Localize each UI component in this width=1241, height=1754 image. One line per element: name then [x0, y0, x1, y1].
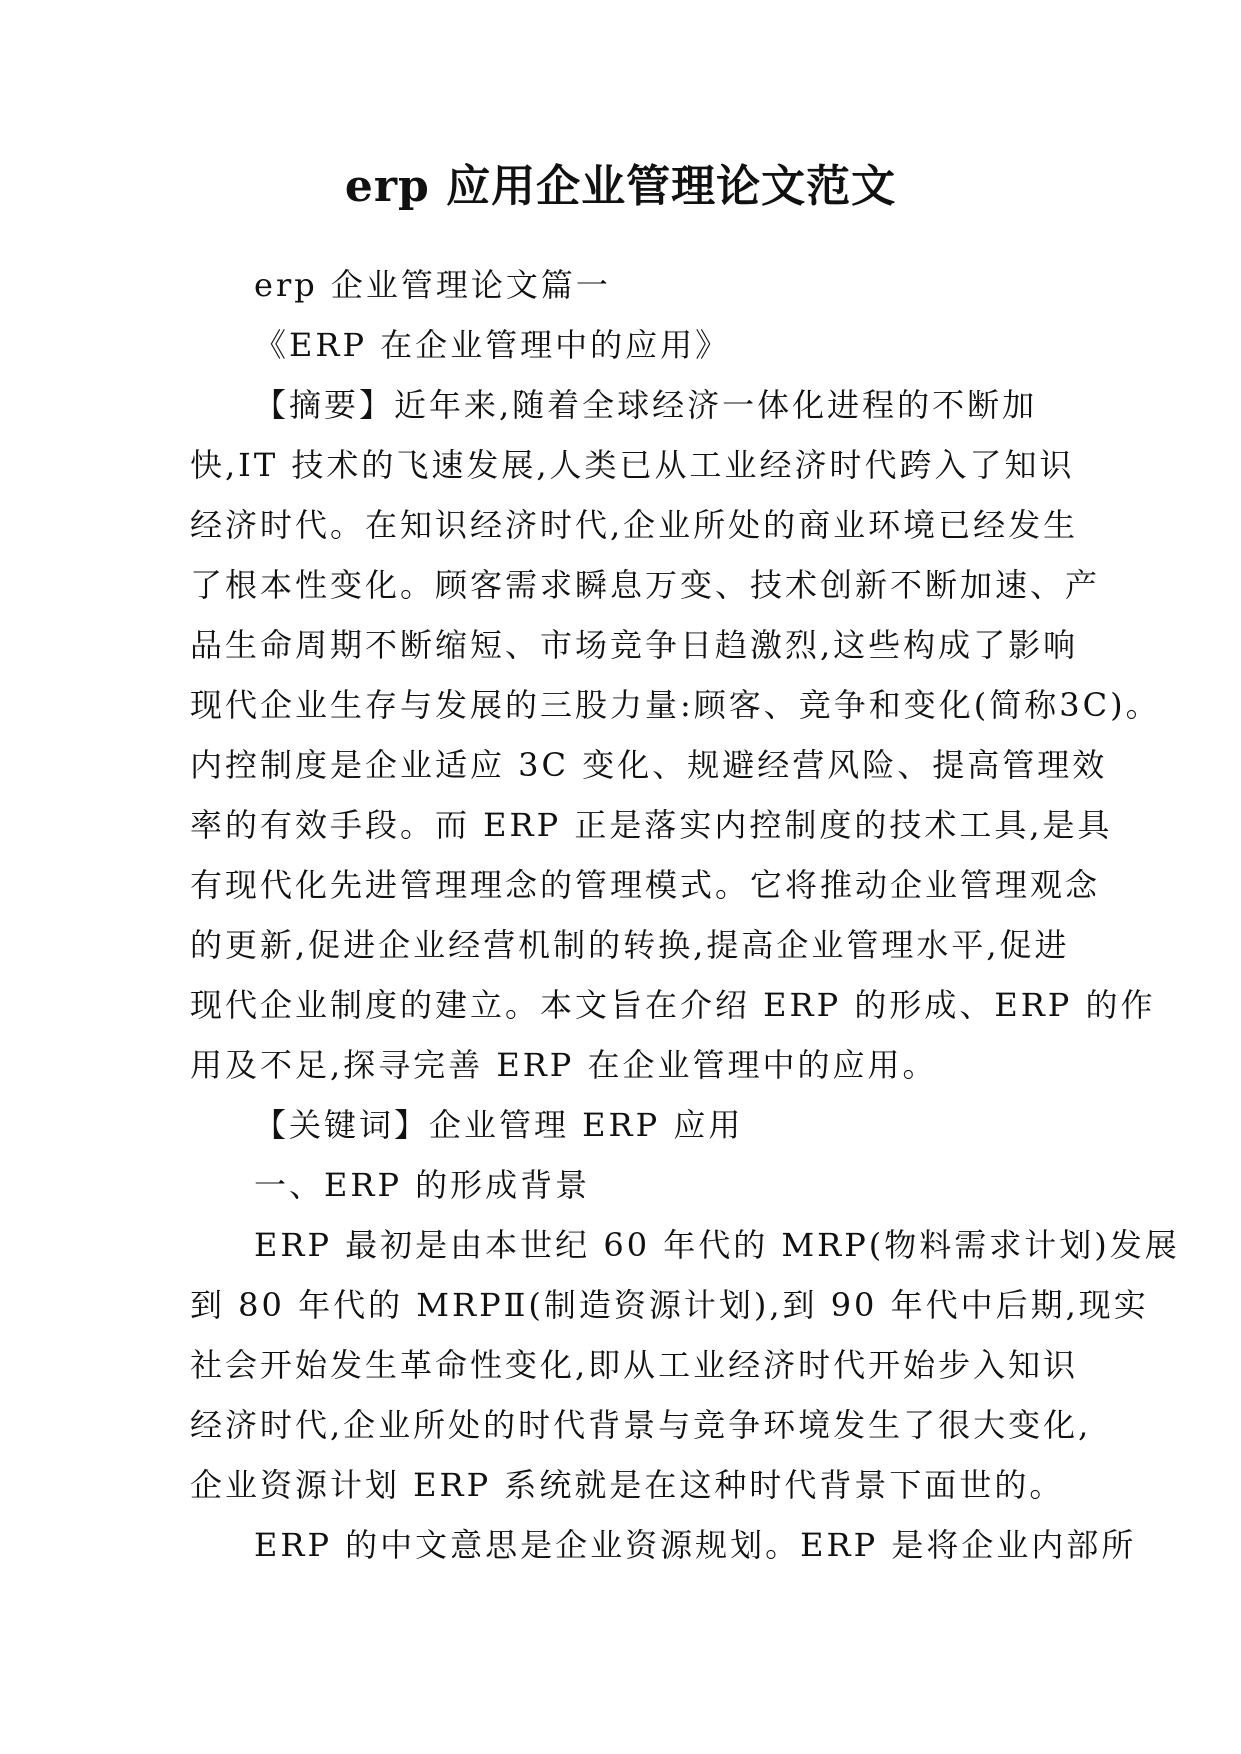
text-line: 一、ERP 的形成背景	[254, 1166, 591, 1204]
text-line: 经济时代,企业所处的时代背景与竞争环境发生了很大变化,	[190, 1406, 1092, 1444]
text-line: ERP 最初是由本世纪 60 年代的 MRP(物料需求计划)发展	[254, 1226, 1180, 1264]
text-line: 品生命周期不断缩短、市场竞争日趋激烈,这些构成了影响	[190, 626, 1079, 664]
text-line: 现代企业制度的建立。本文旨在介绍 ERP 的形成、ERP 的作	[190, 986, 1156, 1024]
text-line: 有现代化先进管理理念的管理模式。它将推动企业管理观念	[190, 866, 1101, 904]
text-line: 内控制度是企业适应 3C 变化、规避经营风险、提高管理效	[190, 746, 1108, 784]
text-line: 【关键词】企业管理 ERP 应用	[254, 1106, 744, 1144]
text-line: 到 80 年代的 MRPⅡ(制造资源计划),到 90 年代中后期,现实	[190, 1286, 1149, 1324]
text-line: 了根本性变化。顾客需求瞬息万变、技术创新不断加速、产	[190, 566, 1101, 604]
text-line: 企业资源计划 ERP 系统就是在这种时代背景下面世的。	[190, 1466, 1065, 1504]
text-line: erp 企业管理论文篇一	[254, 266, 611, 304]
document-title: erp 应用企业管理论文范文	[344, 161, 897, 212]
text-line: 快,IT 技术的飞速发展,人类已从工业经济时代跨入了知识	[190, 446, 1075, 484]
text-line: 《ERP 在企业管理中的应用》	[254, 326, 731, 364]
text-line: 的更新,促进企业经营机制的转换,提高企业管理水平,促进	[190, 926, 1070, 964]
text-line: 用及不足,探寻完善 ERP 在企业管理中的应用。	[190, 1046, 938, 1084]
text-line: ERP 的中文意思是企业资源规划。ERP 是将企业内部所	[254, 1526, 1137, 1564]
text-line: 社会开始发生革命性变化,即从工业经济时代开始步入知识	[190, 1346, 1079, 1384]
document-body	[190, 255, 1180, 1575]
text-line: 经济时代。在知识经济时代,企业所处的商业环境已经发生	[190, 506, 1079, 544]
text-line: 现代企业生存与发展的三股力量:顾客、竞争和变化(简称3C)。	[190, 686, 1161, 724]
text-line: 【摘要】近年来,随着全球经济一体化进程的不断加	[254, 386, 1038, 424]
text-line: 率的有效手段。而 ERP 正是落实内控制度的技术工具,是具	[190, 806, 1113, 844]
